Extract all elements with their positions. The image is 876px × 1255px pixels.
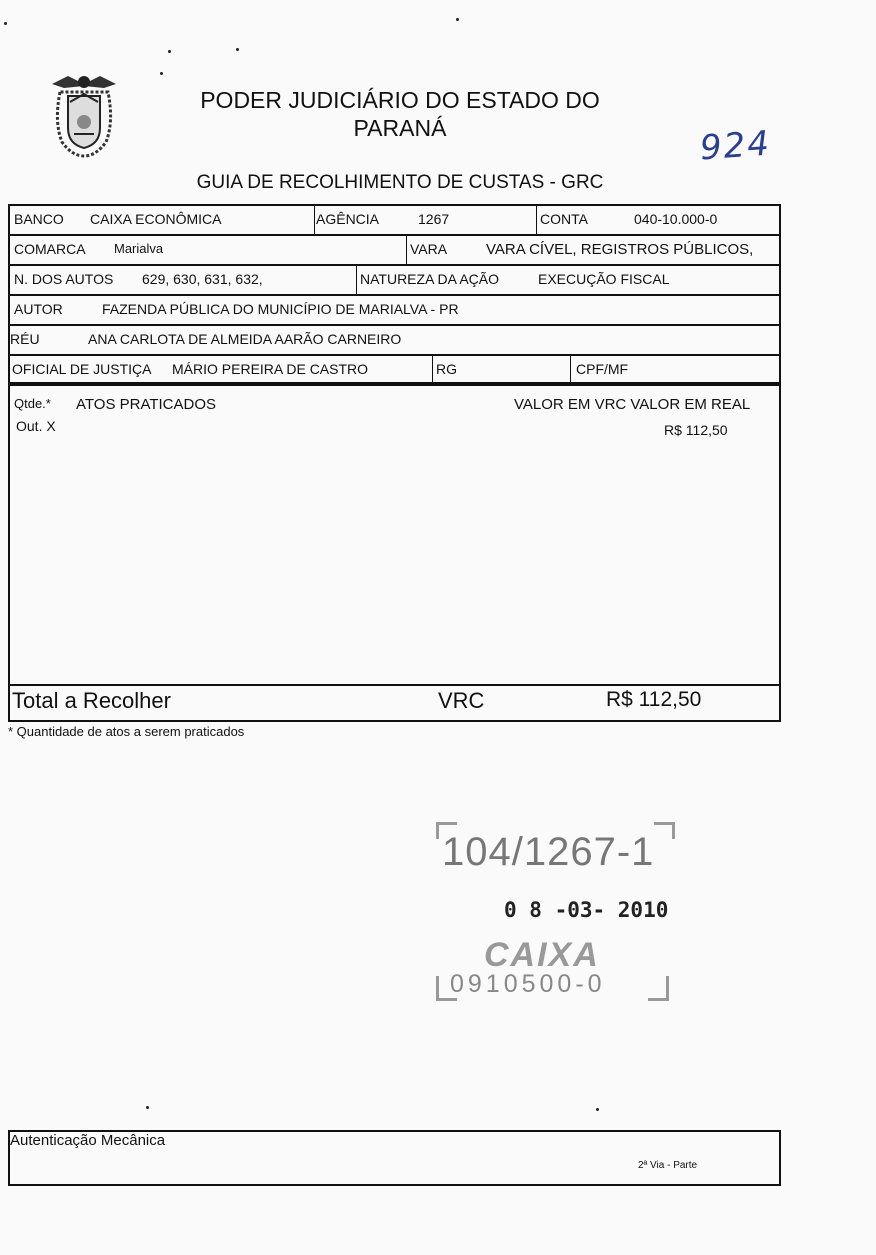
speck bbox=[168, 50, 171, 53]
page-title bbox=[140, 86, 660, 142]
title-line-2: PARANÁ bbox=[353, 115, 447, 141]
oficial-value: MÁRIO PEREIRA DE CASTRO bbox=[172, 361, 369, 377]
autos-value: 629, 630, 631, 632, bbox=[142, 271, 263, 287]
bank-stamp bbox=[436, 818, 676, 1018]
row-comarca bbox=[10, 236, 779, 266]
authentication-box bbox=[8, 1130, 781, 1186]
row-autor bbox=[10, 296, 779, 326]
divider bbox=[314, 206, 315, 234]
row-reu bbox=[10, 326, 779, 356]
autos-label: N. DOS AUTOS bbox=[14, 271, 114, 287]
act-qtde: Out. X bbox=[16, 418, 56, 434]
comarca-label: COMARCA bbox=[14, 241, 86, 257]
autor-label: AUTOR bbox=[14, 301, 63, 317]
total-label: Total a Recolher bbox=[12, 688, 171, 713]
stamp-corner-bl bbox=[436, 976, 457, 1001]
parana-coat-of-arms-icon bbox=[48, 72, 120, 158]
vara-label: VARA bbox=[410, 241, 448, 257]
atos-header: ATOS PRATICADOS bbox=[76, 396, 217, 413]
speck bbox=[456, 18, 459, 21]
divider bbox=[406, 236, 407, 264]
natureza-value: EXECUÇÃO FISCAL bbox=[538, 271, 670, 287]
conta-label: CONTA bbox=[540, 211, 588, 227]
vara-value: VARA CÍVEL, REGISTROS PÚBLICOS, bbox=[486, 241, 754, 258]
row-autos bbox=[10, 266, 779, 296]
divider bbox=[536, 206, 537, 234]
reu-value: ANA CARLOTA DE ALMEIDA AARÃO CARNEIRO bbox=[88, 331, 402, 347]
stamp-code: 104/1267-1 bbox=[442, 830, 655, 874]
speck bbox=[146, 1106, 149, 1109]
stamp-corner-left bbox=[436, 822, 457, 839]
speck bbox=[160, 72, 163, 75]
auth-label: Autenticação Mecânica bbox=[10, 1132, 166, 1149]
rg-label: RG bbox=[436, 361, 457, 377]
stamp-corner-br bbox=[648, 976, 669, 1001]
stamp-corner-right bbox=[654, 822, 675, 839]
agencia-label: AGÊNCIA bbox=[316, 211, 380, 227]
handwritten-page-number: 924 bbox=[698, 123, 773, 169]
total-vrc: VRC bbox=[438, 688, 485, 713]
divider bbox=[432, 356, 433, 384]
agencia-value: 1267 bbox=[418, 211, 450, 227]
comarca-value: Marialva bbox=[114, 241, 164, 256]
title-line-1: PODER JUDICIÁRIO DO ESTADO DO bbox=[200, 87, 600, 113]
acts-table bbox=[8, 382, 781, 722]
stamp-number: 0910500-0 bbox=[450, 970, 606, 998]
footnote: * Quantidade de atos a serem praticados bbox=[8, 724, 245, 739]
divider bbox=[356, 266, 357, 294]
total-divider bbox=[10, 684, 779, 686]
form-grid bbox=[8, 204, 781, 386]
act-valor: R$ 112,50 bbox=[664, 422, 728, 438]
conta-value: 040-10.000-0 bbox=[634, 211, 718, 227]
banco-label: BANCO bbox=[14, 211, 64, 227]
divider bbox=[570, 356, 571, 384]
row-banco bbox=[10, 206, 779, 236]
stamp-bank: CAIXA bbox=[484, 936, 600, 974]
speck bbox=[236, 48, 239, 51]
stamp-date: 0 8 -03- 2010 bbox=[504, 898, 669, 922]
natureza-label: NATUREZA DA AÇÃO bbox=[360, 271, 499, 287]
valor-header: VALOR EM VRC VALOR EM REAL bbox=[514, 396, 751, 413]
speck bbox=[596, 1108, 599, 1111]
banco-value: CAIXA ECONÔMICA bbox=[90, 211, 222, 227]
qtde-header: Qtde.* bbox=[14, 396, 51, 411]
via-label: 2ª Via - Parte bbox=[638, 1160, 698, 1171]
oficial-label: OFICIAL DE JUSTIÇA bbox=[12, 361, 152, 377]
reu-label: RÉU bbox=[10, 331, 40, 347]
total-value: R$ 112,50 bbox=[606, 688, 702, 711]
speck bbox=[4, 22, 7, 25]
autor-value: FAZENDA PÚBLICA DO MUNICÍPIO DE MARIALVA - PR bbox=[102, 301, 459, 317]
cpf-label: CPF/MF bbox=[576, 361, 629, 377]
form-subtitle: GUIA DE RECOLHIMENTO DE CUSTAS - GRC bbox=[196, 172, 604, 193]
